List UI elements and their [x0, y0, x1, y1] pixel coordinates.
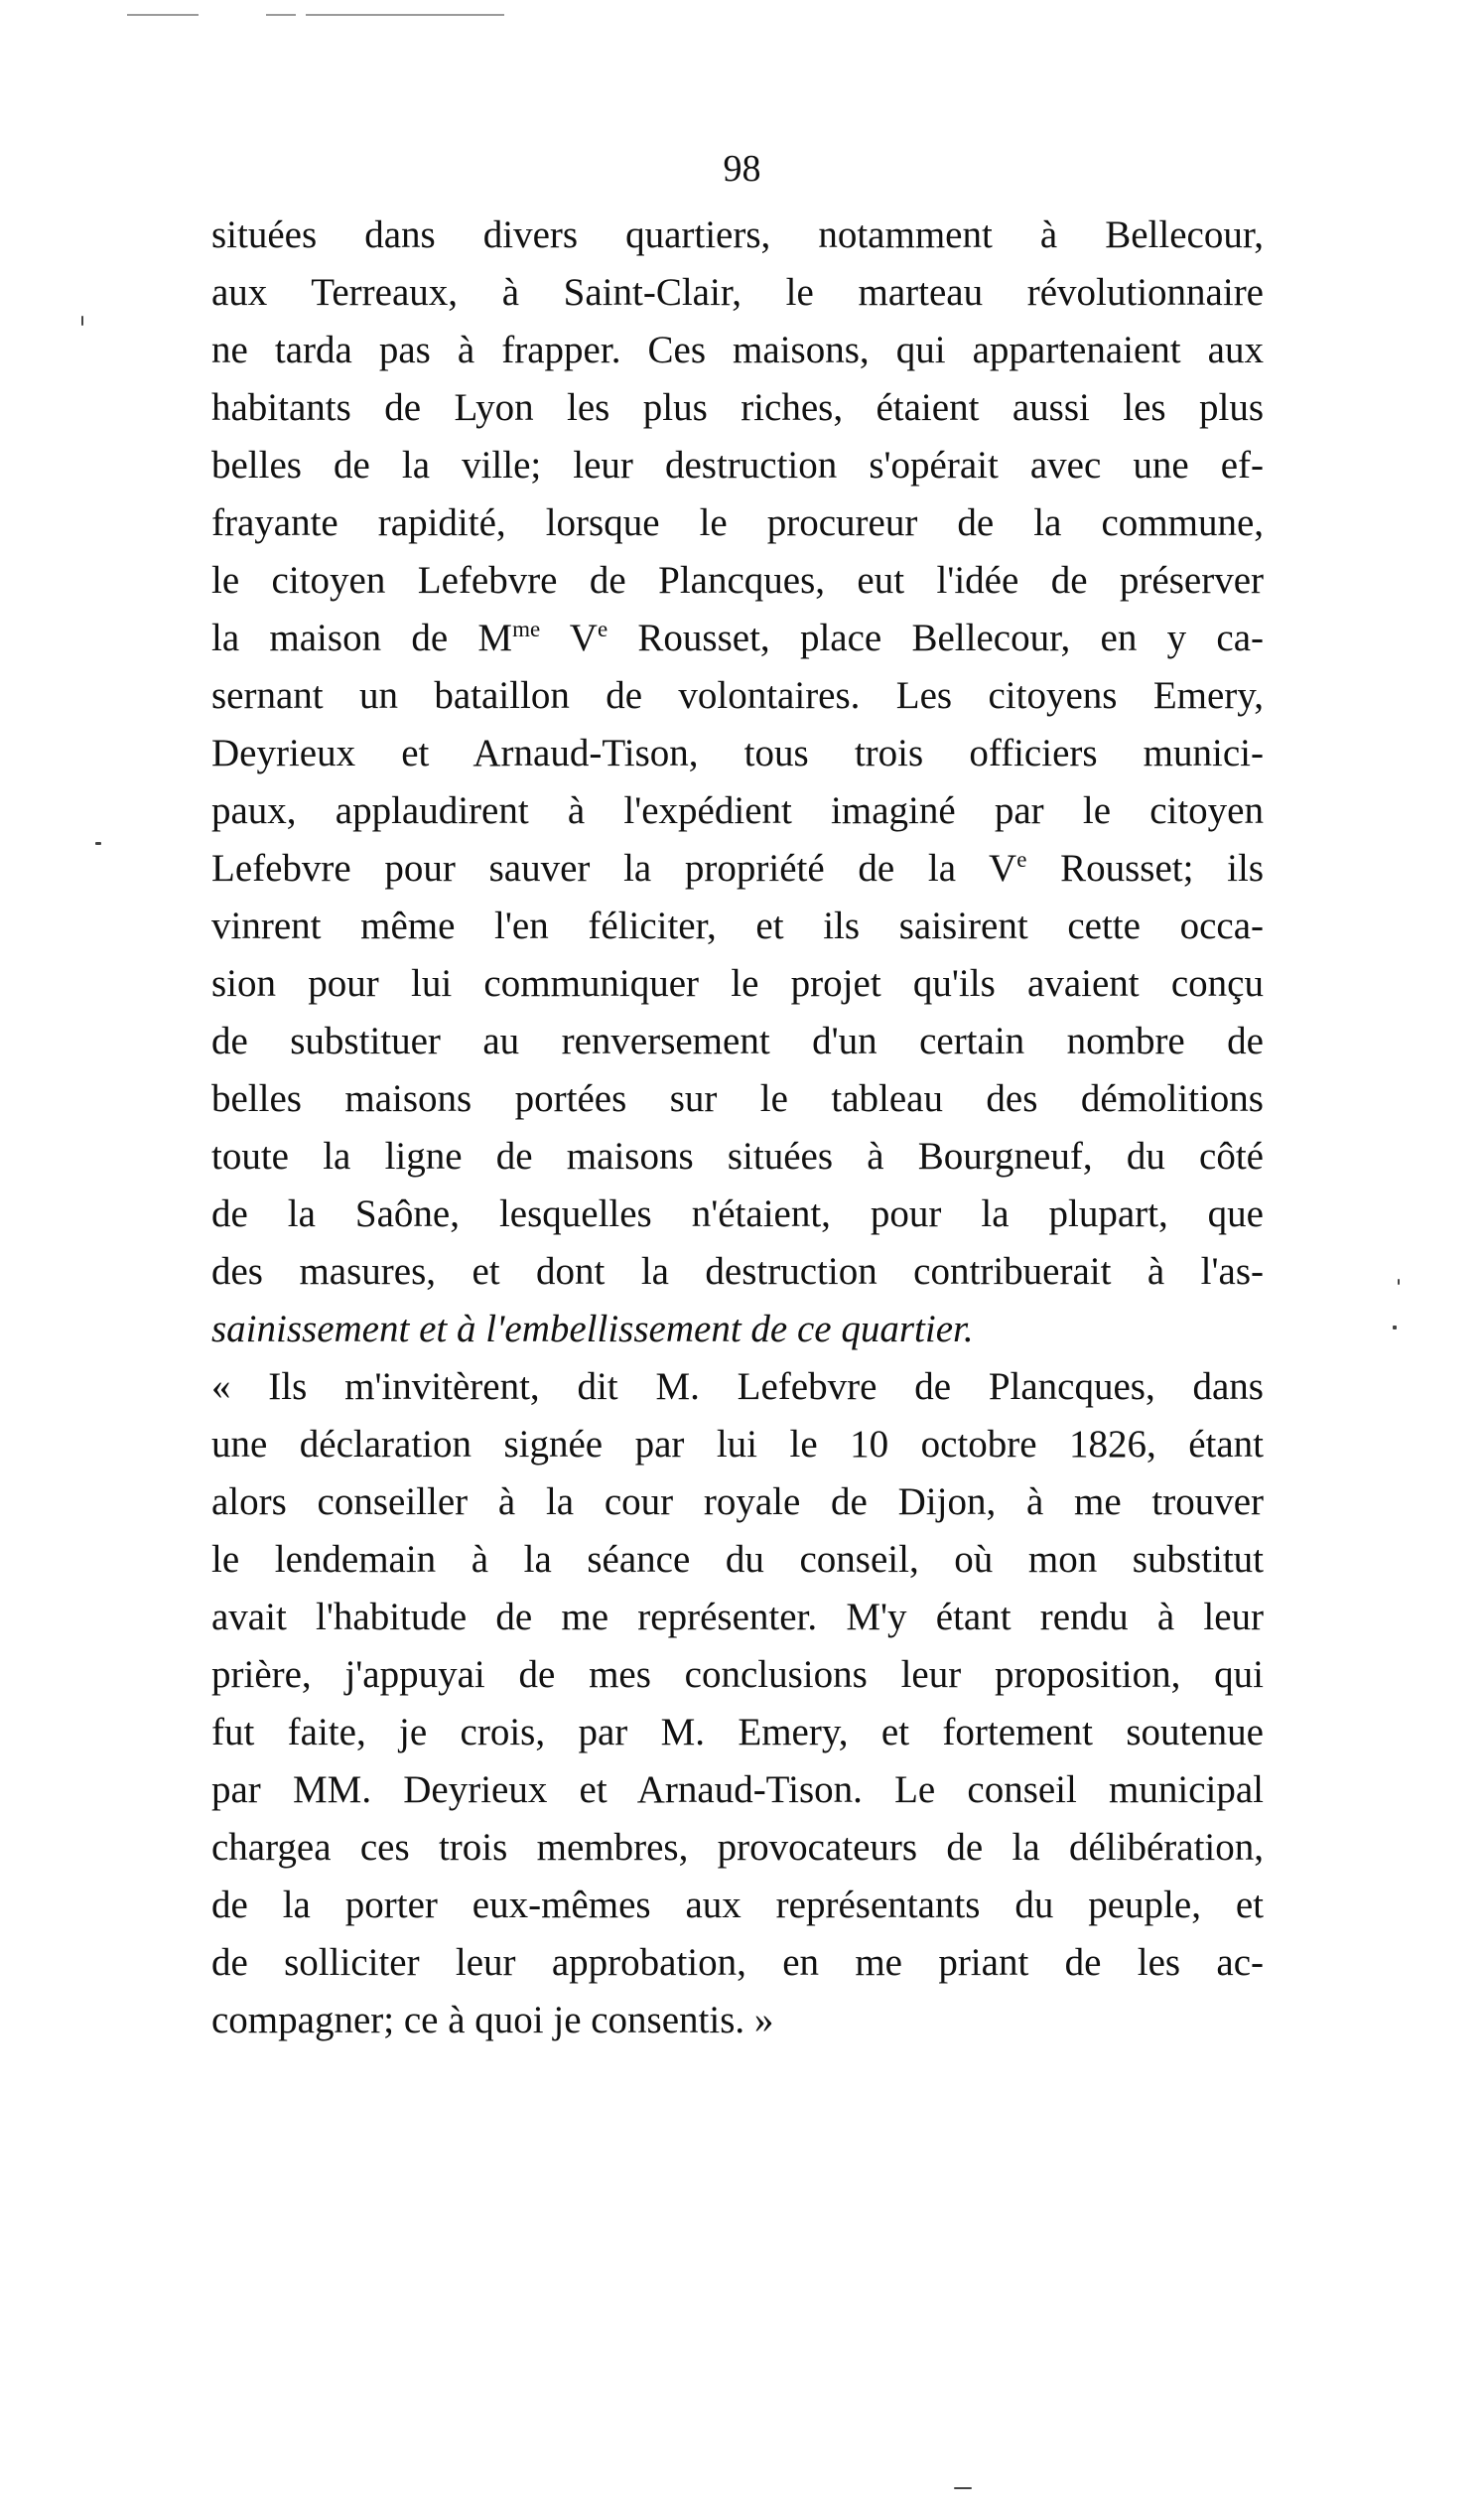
text-line: compagner; ce à quoi je consentis. »	[211, 1999, 774, 2041]
text-line: le citoyen Lefebvre de Plancques, eut l'idée de préserver	[211, 559, 1264, 602]
text-line: de la Saône, lesquelles n'étaient, pour la plupart, que	[211, 1192, 1264, 1235]
scan-speck	[81, 316, 83, 326]
text-line: ne tarda pas à frapper. Ces maisons, qui appartenaient aux	[211, 329, 1264, 371]
scan-speck	[95, 842, 101, 845]
text-span: Rousset; ils	[1026, 847, 1264, 890]
text-line: belles de la ville; leur destruction s'opérait avec une ef-	[211, 444, 1264, 487]
text-line: frayante rapidité, lorsque le procureur de la commune,	[211, 501, 1264, 544]
text-line: prière, j'appuyai de mes conclusions leur proposition, qui	[211, 1653, 1264, 1696]
text-line: aux Terreaux, à Saint-Clair, le marteau révolutionnaire	[211, 271, 1264, 314]
superscript: e	[1016, 847, 1027, 872]
text-line: situées dans divers quartiers, notamment à Bellecour,	[211, 213, 1264, 256]
text-span: V	[540, 617, 598, 659]
text-line: sion pour lui communiquer le projet qu'ils avaient conçu	[211, 962, 1264, 1005]
superscript: me	[512, 617, 541, 641]
text-line: de la porter eux-mêmes aux représentants du peuple, et	[211, 1884, 1264, 1926]
scan-speck	[954, 2487, 972, 2489]
text-line: de solliciter leur approbation, en me priant de les ac-	[211, 1941, 1264, 1984]
scan-speck	[1398, 1279, 1400, 1285]
text-line: toute la ligne de maisons situées à Bourgneuf, du côté	[211, 1135, 1264, 1178]
text-line: « Ils m'invitèrent, dit M. Lefebvre de Plancques, dans	[211, 1365, 1264, 1408]
text-line: belles maisons portées sur le tableau des démolitions	[211, 1077, 1264, 1120]
text-line: de substituer au renversement d'un certain nombre de	[211, 1020, 1264, 1062]
scan-speck	[1393, 1326, 1397, 1329]
text-line	[211, 840, 1264, 898]
top-scan-rule-right	[306, 14, 504, 16]
page-number: 98	[723, 148, 761, 190]
text-line: le lendemain à la séance du conseil, où mon substitut	[211, 1538, 1264, 1581]
text-line: habitants de Lyon les plus riches, étaient aussi les plus	[211, 386, 1264, 429]
text-line: alors conseiller à la cour royale de Dijon, à me trouver	[211, 1480, 1264, 1523]
text-line: des masures, et dont la destruction contribuerait à l'as-	[211, 1250, 1264, 1293]
text-line: Deyrieux et Arnaud-Tison, tous trois officiers munici-	[211, 732, 1264, 774]
text-line: chargea ces trois membres, provocateurs de la délibération,	[211, 1826, 1264, 1869]
text-line: paux, applaudirent à l'expédient imaginé par le citoyen	[211, 789, 1264, 832]
text-line: par MM. Deyrieux et Arnaud-Tison. Le conseil municipal	[211, 1768, 1264, 1811]
text-line: vinrent même l'en féliciter, et ils saisirent cette occa-	[211, 905, 1264, 947]
text-line: sernant un bataillon de volontaires. Les citoyens Emery,	[211, 674, 1264, 717]
text-line: avait l'habitude de me représenter. M'y étant rendu à leur	[211, 1596, 1264, 1638]
text-line: sainissement et à l'embellissement de ce quartier.	[211, 1308, 974, 1350]
superscript: e	[597, 617, 608, 641]
text-line: fut faite, je crois, par M. Emery, et fortement soutenue	[211, 1711, 1264, 1753]
text-span: Lefebvre pour sauver la propriété de la V	[211, 847, 1017, 890]
top-scan-rule-mid	[266, 14, 296, 16]
text-line: une déclaration signée par lui le 10 octobre 1826, étant	[211, 1423, 1264, 1466]
text-span: la maison de M	[211, 617, 513, 659]
top-scan-rule-left	[127, 14, 199, 16]
text-span: Rousset, place Bellecour, en y ca-	[607, 617, 1264, 659]
text-line	[211, 610, 1264, 667]
